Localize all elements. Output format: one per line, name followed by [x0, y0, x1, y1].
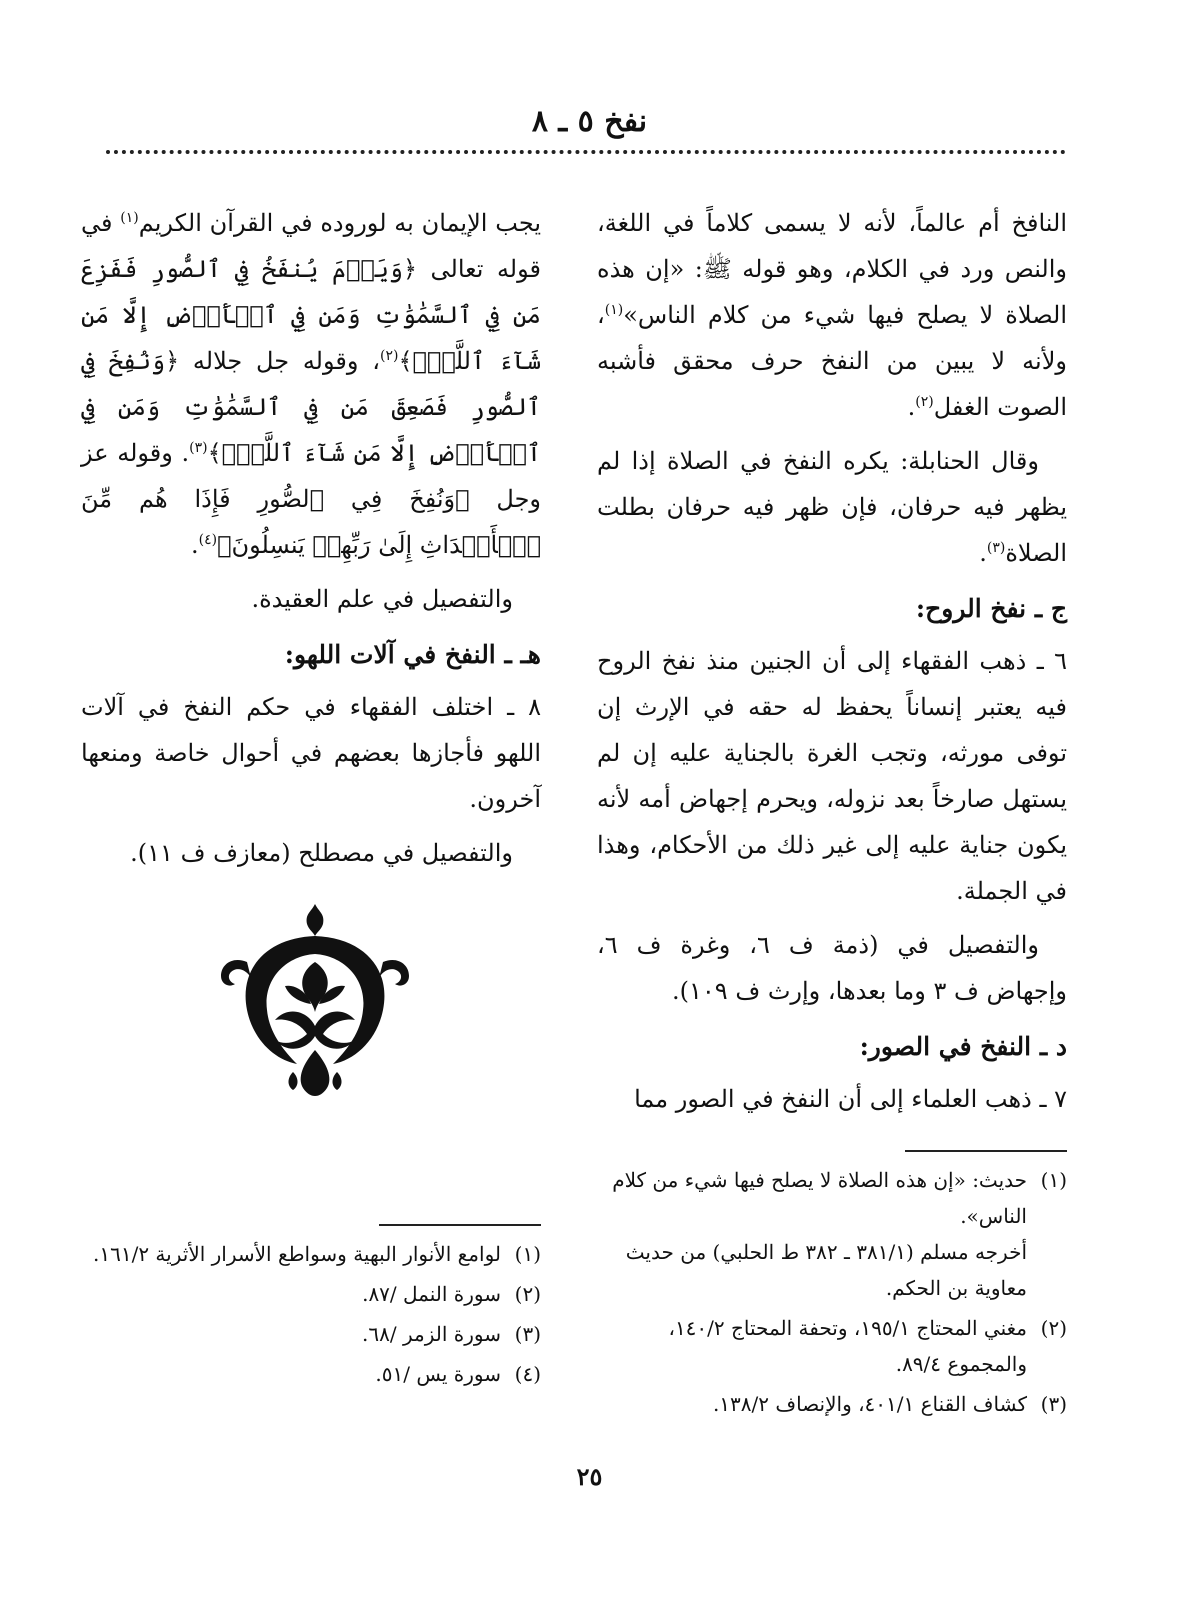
footnote-body	[597, 1162, 1027, 1306]
footnote-ref: (٣)	[986, 540, 1006, 556]
footnote-line: سورة النمل /٨٧.	[362, 1282, 501, 1306]
paragraph-text: .	[907, 393, 916, 421]
ornament-icon	[215, 900, 415, 1100]
paragraph-text: يجب الإيمان به لوروده في القرآن الكريم	[138, 209, 541, 237]
footnote-body	[81, 1356, 501, 1392]
section-heading-nafkh-sur: د ـ النفخ في الصور:	[859, 1032, 1067, 1061]
paragraph-text: في قوله تعالى	[81, 209, 541, 283]
paragraph-speech-definition	[597, 200, 1067, 430]
paragraph-hanabila	[597, 438, 1067, 576]
footnote-rule-right	[905, 1150, 1067, 1152]
footnote	[597, 1386, 1067, 1422]
footnote	[597, 1310, 1067, 1382]
quran-verse: ﴿وَيَوۡمَ يُنفَخُ فِي ٱلصُّورِ فَفَزِعَ مَن فِي ٱلسَّمَٰوَٰتِ وَمَن فِي ٱلۡأَرۡضِ إِلَّا مَن شَآءَ ٱللَّهُۚ﴾	[81, 255, 542, 375]
paragraph-text: وقال الحنابلة: يكره النفخ في الصلاة إذا لم يظهر فيه حرفان، فإن ظهر فيه حرفان بطلت الصلاة	[597, 447, 1067, 567]
footnote-number: (٢)	[1040, 1316, 1067, 1340]
footnote-line: كشاف القناع ٤٠١/١، والإنصاف ١٣٨/٢.	[712, 1392, 1027, 1416]
paragraph-details-6: والتفصيل في (ذمة ف ٦، وغرة ف ٦، وإجهاض ف ٣ وما بعدها، وإرث ف ١٠٩).	[597, 931, 1067, 1005]
paragraph-text: .	[190, 531, 199, 559]
paragraph-details-8: والتفصيل في مصطلح (معازف ف ١١).	[130, 839, 513, 867]
footnote	[81, 1316, 541, 1352]
footnote-ref: (٢)	[379, 348, 399, 364]
paragraph-item-8: ٨ ـ اختلف الفقهاء في حكم النفخ في آلات اللهو فأجازها بعضهم في أحوال خاصة ومنعها آخرون.	[81, 693, 541, 813]
paragraph-quran-verses	[81, 200, 541, 568]
left-column	[81, 200, 541, 884]
footnote-number: (٣)	[514, 1322, 541, 1346]
footnote-ref: (١)	[604, 302, 624, 318]
footnote	[81, 1276, 541, 1312]
paragraph-text: . وقوله عز وجل	[81, 439, 541, 513]
footnote-line: سورة الزمر /٦٨.	[362, 1322, 501, 1346]
footnote-ref: (١)	[120, 210, 139, 226]
section-heading-alat-lahw: هـ ـ النفخ في آلات اللهو:	[284, 640, 541, 669]
footnote-body	[597, 1386, 1027, 1422]
footnote	[597, 1162, 1067, 1306]
footnote-line: لوامع الأنوار البهية وسواطع الأسرار الأثرية ١٦١/٢.	[93, 1242, 501, 1266]
paragraph-text: ، وقوله جل جلاله	[179, 347, 380, 375]
header-dotted-rule	[106, 150, 1066, 154]
footnote-ref: (٢)	[915, 394, 934, 410]
right-column	[597, 200, 1067, 1130]
paragraph-text: ، ولأنه لا يبين من النفخ حرف محقق فأشبه الصوت الغفل	[597, 301, 1067, 421]
paragraph-item-7: ٧ ـ ذهب العلماء إلى أن النفخ في الصور مما	[634, 1085, 1067, 1113]
paragraph-text: .	[979, 539, 987, 567]
footnote-number: (٣)	[1040, 1392, 1067, 1416]
footnote-body	[597, 1310, 1027, 1382]
footnote-line: أخرجه مسلم (٣٨١/١ ـ ٣٨٢ ط الحلبي) من حديث معاوية بن الحكم.	[625, 1240, 1027, 1300]
footnote-body	[81, 1316, 501, 1352]
paragraph-aqida-details: والتفصيل في علم العقيدة.	[251, 585, 513, 613]
footnote-line: مغني المحتاج ١٩٥/١، وتحفة المحتاج ١٤٠/٢، والمجموع ٨٩/٤.	[668, 1316, 1027, 1376]
footnote-number: (١)	[1040, 1168, 1067, 1192]
footnote-number: (٢)	[514, 1282, 541, 1306]
footnotes-right	[597, 1162, 1067, 1426]
paragraph-item-6: ٦ ـ ذهب الفقهاء إلى أن الجنين منذ نفخ الروح فيه يعتبر إنساناً يحفظ له حقه في الإرث إن توفى مورثه، وتجب الغرة بالجناية عليه إن لم يستهل صارخاً بعد نزوله، ويحرم إجهاض أمه لأنه يكون جناية عليه إلى غير ذلك من الأحكام، وهذا في الجملة.	[597, 647, 1067, 905]
footnote-ref: (٣)	[189, 440, 208, 456]
footnote-ref: (٤)	[198, 532, 218, 548]
footnote-number: (٤)	[514, 1362, 541, 1386]
footnote-body	[81, 1236, 501, 1272]
footnote-line: سورة يس /٥١.	[375, 1362, 501, 1386]
paragraph-text: النافخ أم عالماً، لأنه لا يسمى كلاماً في اللغة، والنص ورد في الكلام، وهو قوله ﷺ: «إن هذه الصلاة لا يصلح فيها شيء من كلام الناس»	[597, 209, 1067, 329]
section-heading-nafkh-ruh: ج ـ نفخ الروح:	[915, 594, 1067, 623]
quran-verse: ﴿وَنُفِخَ فِي ٱلصُّورِ فَصَعِقَ مَن فِي ٱلسَّمَٰوَٰتِ وَمَن فِي ٱلۡأَرۡضِ إِلَّا مَن شَآءَ ٱللَّهُۖ﴾	[81, 347, 542, 467]
footnote-line: حديث: «إن هذه الصلاة لا يصلح فيها شيء من كلام الناس».	[612, 1168, 1027, 1228]
footnote	[81, 1236, 541, 1272]
footnotes-left	[81, 1236, 541, 1396]
quran-verse: ﴿وَنُفِخَ فِي ٱلصُّورِ فَإِذَا هُم مِّنَ ٱلۡأَجۡدَاثِ إِلَىٰ رَبِّهِمۡ يَنسِلُونَ﴾	[81, 485, 541, 559]
page-number: ٢٥	[576, 1462, 603, 1491]
footnote	[81, 1356, 541, 1392]
footnote-body	[81, 1276, 501, 1312]
footnote-rule-left	[379, 1224, 541, 1226]
footnote-number: (١)	[514, 1242, 541, 1266]
page-header-title: نفخ ٥ ـ ٨	[531, 104, 648, 139]
